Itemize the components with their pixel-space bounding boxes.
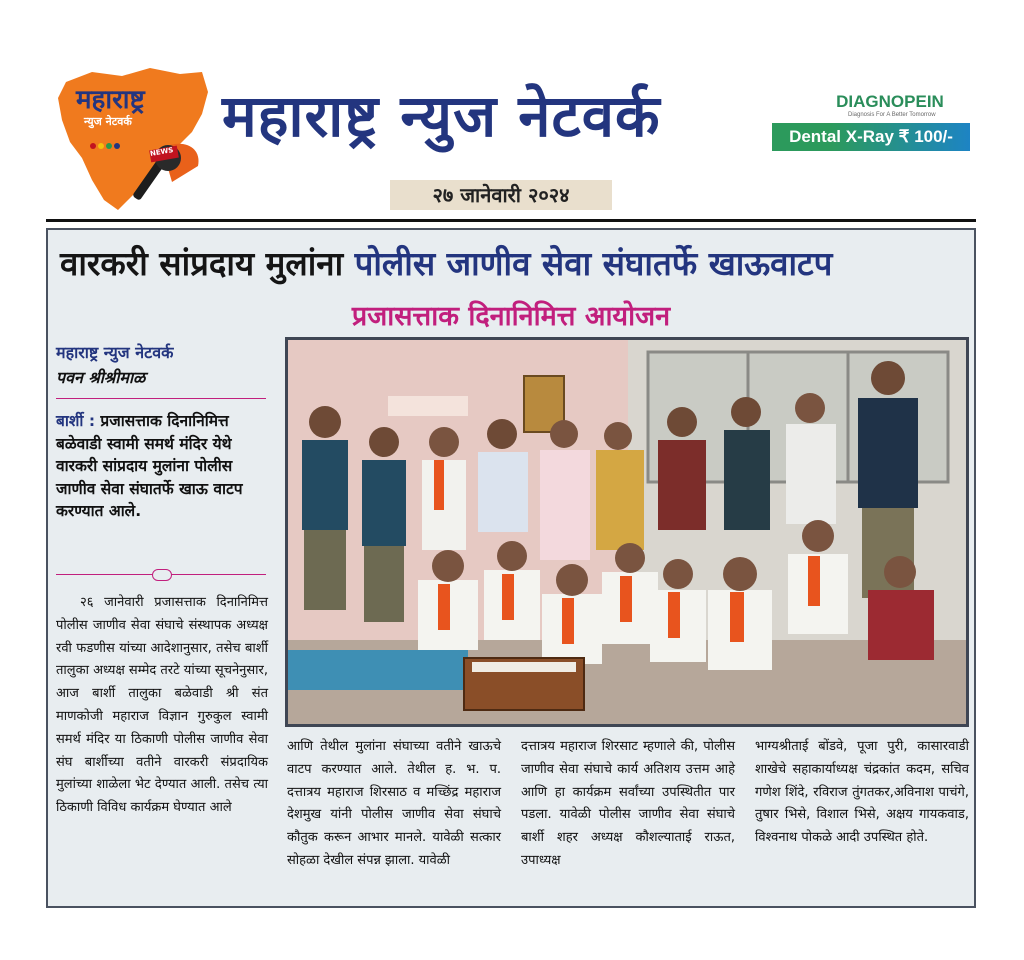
body-paragraph: दत्तात्रय महाराज शिरसाट म्हणाले की, पोलीस जाणीव सेवा संघाचे कार्य अतिशय उत्तम आहे आणि हा कार्यक्रम सर्वांच्या उपस्थितीत पार पडला. यावेळी पोलीस जाणीव सेवा संघाचे बार्शी शहर अध्यक्ष कौशल्याताई राऊत, उपाध्यक्ष: [521, 739, 735, 868]
logo-sub: न्युज नेटवर्क: [84, 115, 132, 128]
group-photo: [285, 337, 969, 727]
header-rule: [46, 219, 976, 222]
body-column-1: [56, 592, 268, 820]
body-column-4: [755, 736, 969, 850]
byline-organization: महाराष्ट्र न्युज नेटवर्क: [56, 343, 174, 362]
advert-tagline: Diagnosis For A Better Tomorrow: [848, 112, 936, 118]
body-paragraph: आणि तेथील मुलांना संघाच्या वतीने खाऊचे वाटप करण्यात आले. तेथील ह. भ. प. दत्तात्रय महाराज शिरसाठ व मच्छिंद्र महाराज देशमुख यांनी पोलीस जाणीव सेवा संघाचे कौतुक करून आभार मानले. यावेळी सत्कार सोहळा देखील संपन्न झाला. यावेळी: [287, 739, 501, 868]
article-lead: [56, 410, 268, 523]
newspaper-logo: [52, 62, 212, 212]
logo-dots: [90, 134, 134, 140]
headline-part-1: वारकरी सांप्रदाय मुलांना: [60, 244, 344, 283]
body-paragraph: २६ जानेवारी प्रजासत्ताक दिनानिमित्त पोलीस जाणीव सेवा संघाचे संस्थापक अध्यक्ष रवी फडणीस यांच्या आदेशानुसार, तसेच बार्शी तालुका अध्यक्ष सम्मेद तरटे यांच्या सूचनेनुसार, आज बार्शी तालुका बळेवाडी श्री संत माणकोजी महाराज विज्ञान गुरुकुल स्वामी समर्थ मंदिर या ठिकाणी पोलीस जाणीव सेवा संघ बार्शीच्या वतीने वारकरी संप्रदायिक मुलांच्या शाळेला भेट देण्यात आली. तसेच त्या ठिकाणी विविध कार्यक्रम घेण्यात आले: [56, 595, 268, 816]
logo-word: महाराष्ट्र: [76, 85, 145, 115]
body-column-2: [287, 736, 501, 873]
ornament-divider: [56, 574, 266, 575]
lead-text: प्रजासत्ताक दिनानिमित्त बळेवाडी स्वामी समर्थ मंदिर येथे वारकरी सांप्रदाय मुलांना पोलीस जाणीव सेवा संघातर्फे खाऊ वाटप करण्यात आले.: [56, 412, 243, 520]
logo-badge: NEWS: [149, 146, 174, 158]
ornament-divider: [56, 398, 266, 399]
article-headline: [60, 240, 970, 285]
dateline-place: बार्शी :: [56, 412, 96, 430]
body-column-3: [521, 736, 735, 873]
body-paragraph: भाग्यश्रीताई बोंडवे, पूजा पुरी, कासारवाडी शाखेचे सहाकार्याध्यक्ष चंद्रकांत कदम, सचिव गणेश शिंदे, रविराज तुंगतकर,अविनाश पाचंगे, तुषार भिसे, विशाल भिसे, अक्षय गायकवाड, विश्वनाथ पोकळे आदी उपस्थित होते.: [755, 739, 969, 846]
article-subheadline: प्रजासत्ताक दिनानिमित्त आयोजन: [351, 301, 671, 332]
headline-part-2: पोलीस जाणीव सेवा संघातर्फे खाऊवाटप: [354, 244, 833, 283]
advert-offer: Dental X-Ray ₹ 100/-: [772, 123, 970, 151]
issue-date: २७ जानेवारी २०२४: [390, 180, 612, 210]
masthead-title: महाराष्ट्र न्युज नेटवर्क: [222, 82, 661, 150]
byline-author: पवन श्रीश्रीमाळ: [56, 368, 146, 387]
group-photo-illustration: [288, 340, 966, 724]
advert-brand: DIAGNOPEIN: [836, 92, 944, 111]
